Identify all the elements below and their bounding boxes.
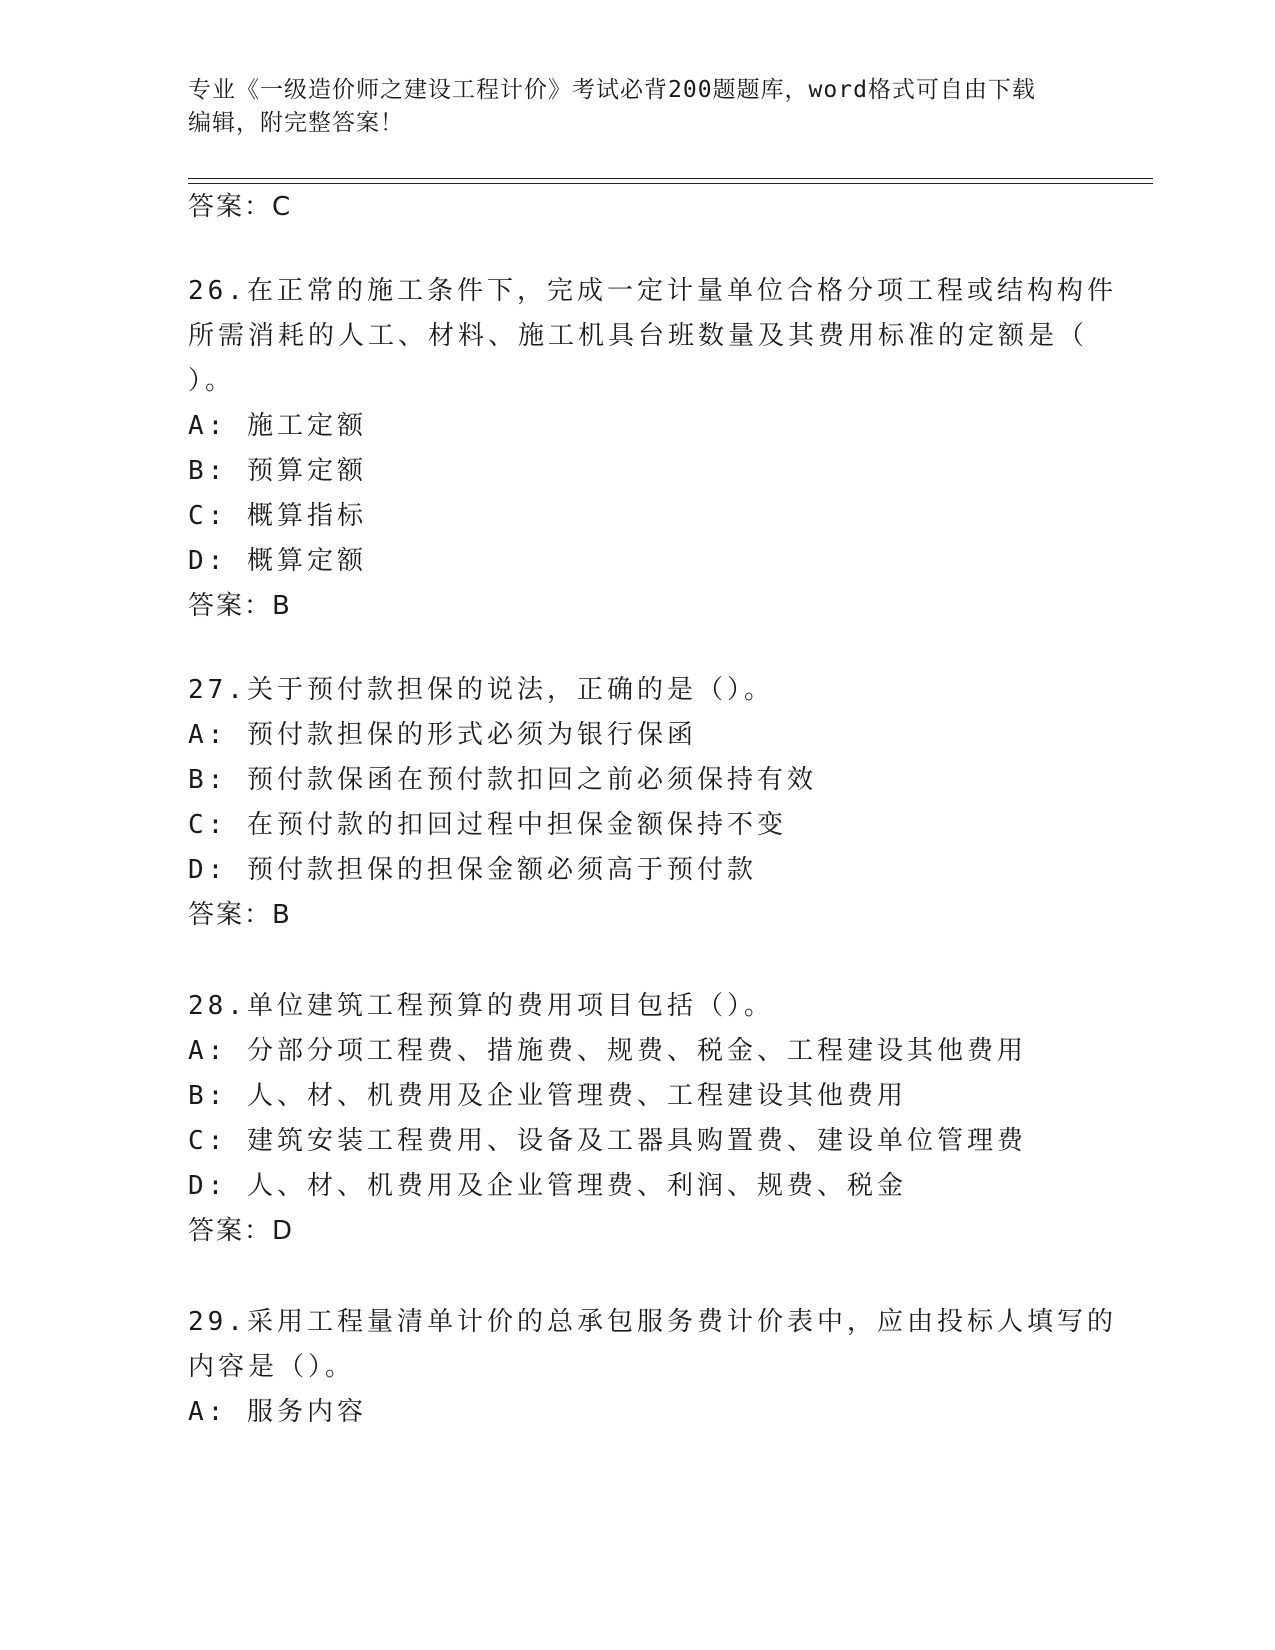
- answer-label: 答案：D: [188, 1216, 295, 1246]
- option-b: B: 预付款保函在预付款扣回之前必须保持有效: [188, 765, 817, 795]
- header-divider-2: [188, 183, 1153, 184]
- option-d: D: 预付款担保的担保金额必须高于预付款: [188, 855, 757, 885]
- question-stem: ）。: [188, 366, 236, 396]
- question-stem: 内容是（）。: [188, 1352, 356, 1382]
- option-d: D: 概算定额: [188, 546, 367, 576]
- option-c: C: 在预付款的扣回过程中担保金额保持不变: [188, 810, 787, 840]
- question-stem: 29.采用工程量清单计价的总承包服务费计价表中，应由投标人填写的: [188, 1307, 1117, 1337]
- header-divider: [188, 178, 1153, 179]
- option-b: B: 预算定额: [188, 456, 367, 486]
- option-a: A: 预付款担保的形式必须为银行保函: [188, 720, 697, 750]
- answer-label: 答案：C: [188, 192, 293, 222]
- document-header: [188, 74, 1078, 140]
- answer-label: 答案：B: [188, 591, 292, 621]
- answer-label: 答案：B: [188, 900, 292, 930]
- option-b: B: 人、材、机费用及企业管理费、工程建设其他费用: [188, 1081, 907, 1111]
- option-d: D: 人、材、机费用及企业管理费、利润、规费、税金: [188, 1171, 907, 1201]
- option-c: C: 概算指标: [188, 501, 367, 531]
- option-c: C: 建筑安装工程费用、设备及工器具购置费、建设单位管理费: [188, 1126, 1027, 1156]
- header-line-1: 专业《一级造价师之建设工程计价》考试必背200题题库，word格式可自由下载: [188, 77, 1036, 103]
- option-a: A: 施工定额: [188, 411, 367, 441]
- option-a: A: 分部分项工程费、措施费、规费、税金、工程建设其他费用: [188, 1036, 1027, 1066]
- question-stem: 27.关于预付款担保的说法，正确的是（）。: [188, 675, 774, 705]
- question-stem: 28.单位建筑工程预算的费用项目包括（）。: [188, 991, 774, 1021]
- header-line-2: 编辑，附完整答案！: [188, 110, 404, 136]
- question-stem: 26.在正常的施工条件下，完成一定计量单位合格分项工程或结构构件: [188, 276, 1117, 306]
- question-stem: 所需消耗的人工、材料、施工机具台班数量及其费用标准的定额是（: [188, 321, 1089, 351]
- option-a: A: 服务内容: [188, 1397, 367, 1427]
